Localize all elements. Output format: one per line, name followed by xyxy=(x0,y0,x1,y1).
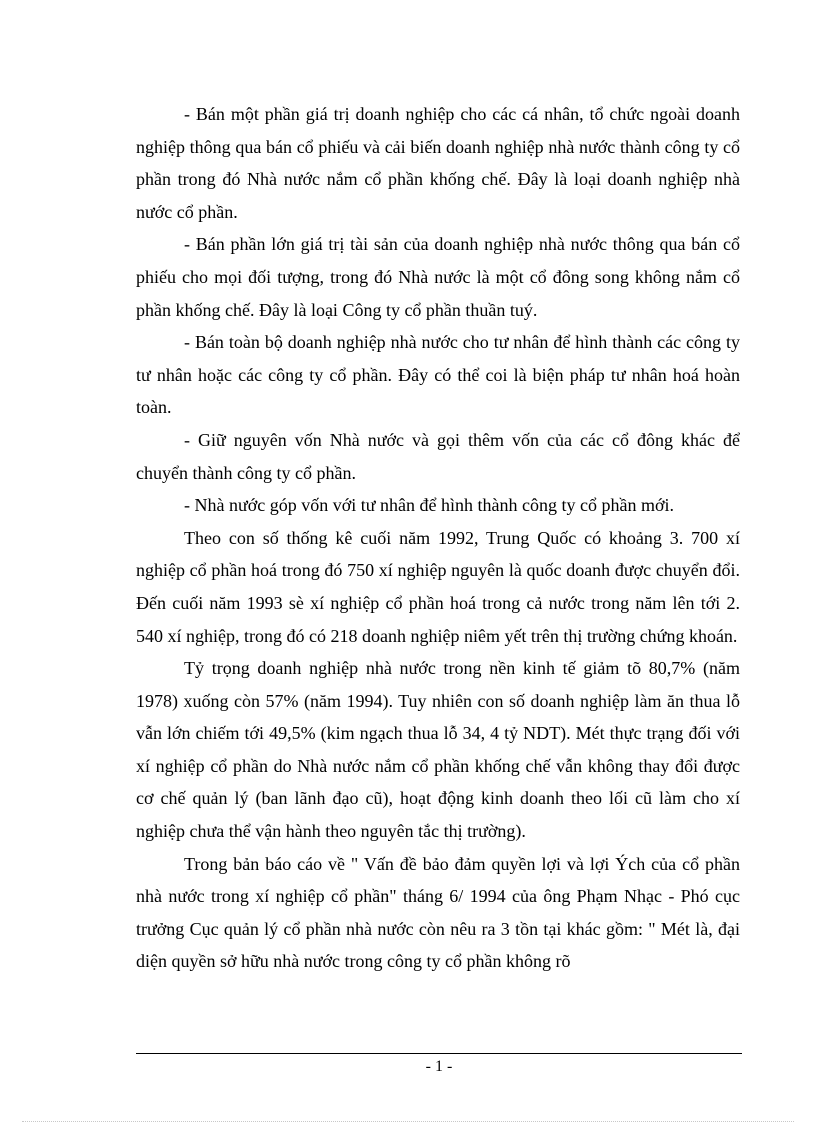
paragraph-keep-state-capital: - Giữ nguyên vốn Nhà nước và gọi thêm vốn của các cổ đông khác để chuyển thành công ty cổ phần. xyxy=(136,429,740,483)
paragraph-statistics-1992: Theo con số thống kê cuối năm 1992, Trung Quốc có khoảng 3. 700 xí nghiệp cổ phần hoá trong đó 750 xí nghiệp nguyên là quốc doanh được chuyển đổi. Đến cuối năm 1993 sè xí nghiệp cổ phần hoá trong cả nước trong năm lên tới 2. 540 xí nghiệp, trong đó có 218 doanh nghiệp niêm yết trên thị trường chứng khoán. xyxy=(136,527,740,646)
paragraph-state-private-joint: - Nhà nước góp vốn với tư nhân để hình thành công ty cổ phần mới. xyxy=(184,495,674,516)
page-number: - 1 - xyxy=(425,1058,453,1075)
paragraph-state-share-ratio: Tỷ trọng doanh nghiệp nhà nước trong nền kinh tế giảm tõ 80,7% (năm 1978) xuống còn 57% (năm 1994). Tuy nhiên con số doanh nghiệp làm ăn thua lỗ vẫn lớn chiếm tới 49,5% (kim ngạch thua lỗ 34, 4 tỷ NDT). Mét thực trạng đối với xí nghiệp cổ phần do Nhà nước nắm cổ phần khống chế vẫn không thay đổi được cơ chế quản lý (ban lãnh đạo cũ), hoạt động kinh doanh theo lối cũ làm cho xí nghiệp chưa thể vận hành theo nguyên tắc thị trường). xyxy=(136,658,740,842)
page-break-line xyxy=(22,1121,794,1122)
paragraph-sell-majority-assets: - Bán phần lớn giá trị tài sản của doanh nghiệp nhà nước thông qua bán cổ phiếu cho mọi đối tượng, trong đó Nhà nước là một cổ đông song không nắm cổ phần khống chế. Đây là loại Công ty cổ phần thuần tuý. xyxy=(136,234,740,320)
paragraph-sell-entire-enterprise: - Bán toàn bộ doanh nghiệp nhà nước cho tư nhân để hình thành các công ty tư nhân hoặc các công ty cổ phần. Đây có thể coi là biện pháp tư nhân hoá hoàn toàn. xyxy=(136,332,740,418)
footer-divider xyxy=(136,1053,742,1054)
body-text xyxy=(136,98,740,978)
paragraph-sell-part-value: - Bán một phần giá trị doanh nghiệp cho các cá nhân, tổ chức ngoài doanh nghiệp thông qua bán cổ phiếu và cải biến doanh nghiệp nhà nước thành công ty cổ phần trong đó Nhà nước nắm cổ phần khống chế. Đây là loại doanh nghiệp nhà nước cổ phần. xyxy=(136,104,740,222)
paragraph-report-1994: Trong bản báo cáo về " Vấn đề bảo đảm quyền lợi và lợi Ých của cổ phần nhà nước trong xí nghiệp cổ phần" tháng 6/ 1994 của ông Phạm Nhạc - Phó cục trưởng Cục quản lý cổ phần nhà nước còn nêu ra 3 tồn tại khác gồm: " Mét là, đại diện quyền sở hữu nhà nước trong công ty cổ phần không rõ xyxy=(136,853,740,972)
